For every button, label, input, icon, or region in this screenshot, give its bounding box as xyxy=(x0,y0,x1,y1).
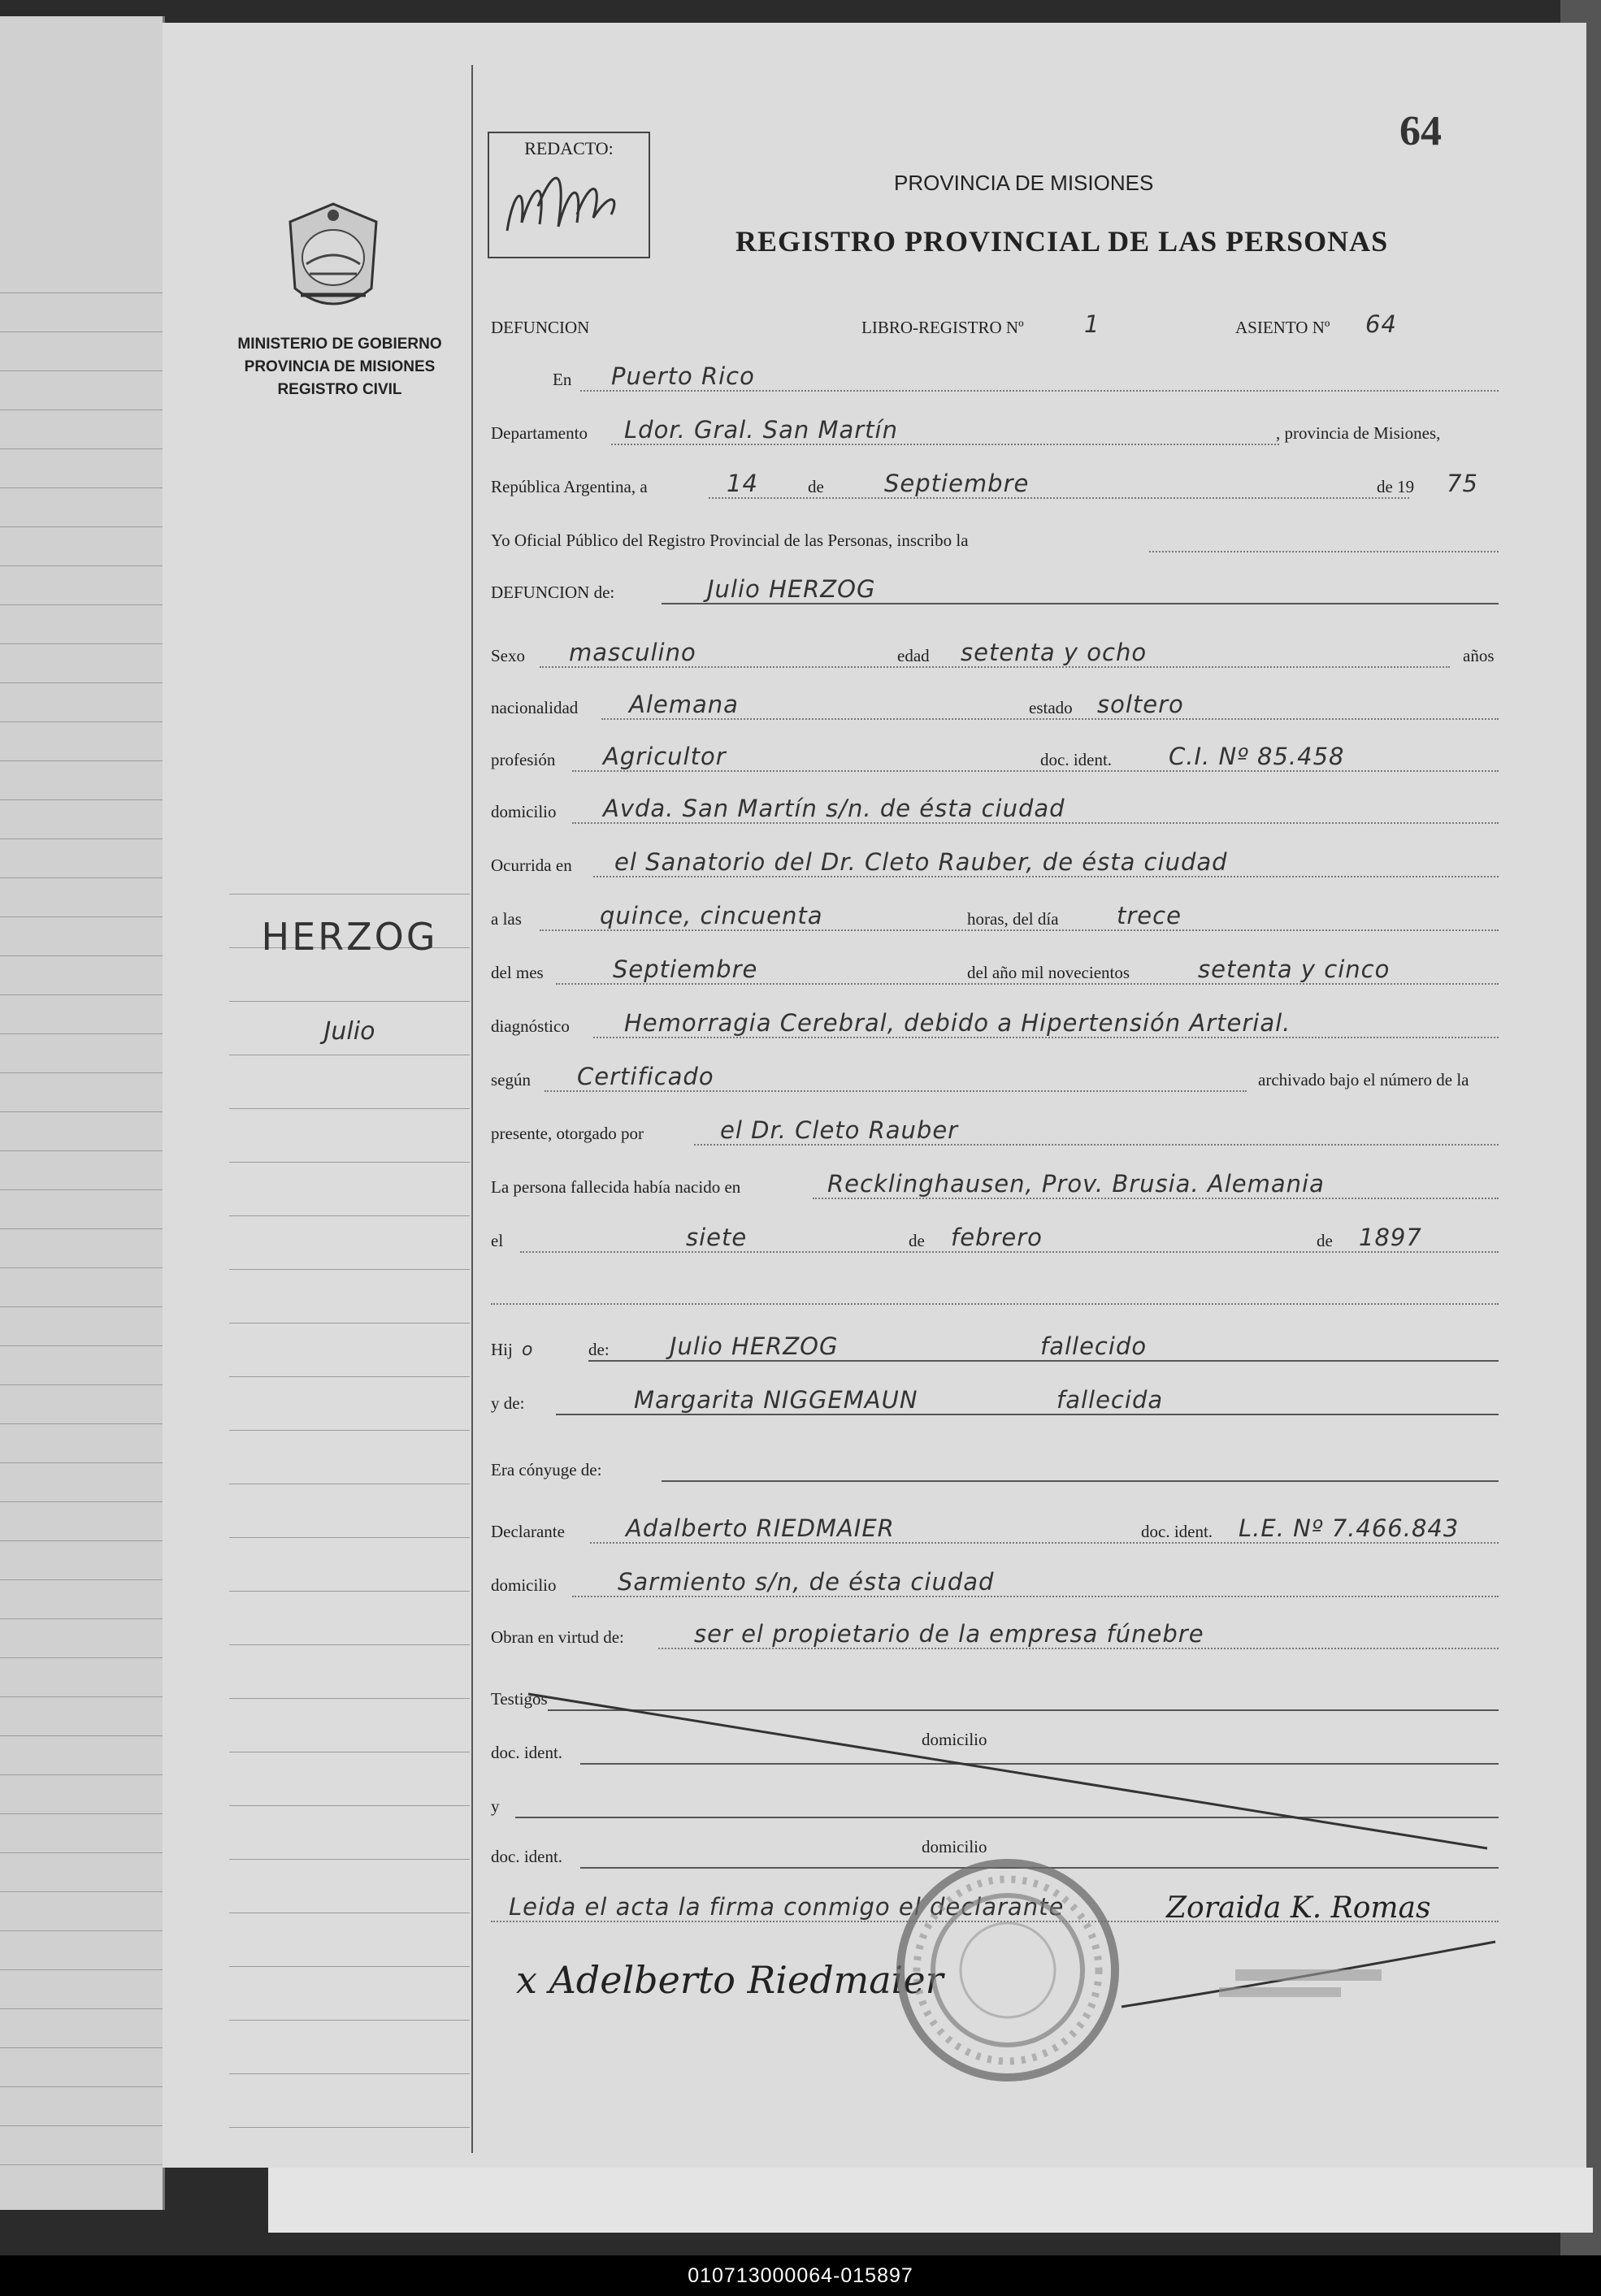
doc-ident-value: C.I. Nº 85.458 xyxy=(1169,743,1345,770)
departamento-label: Departamento xyxy=(491,423,588,443)
ledger-rule-line xyxy=(0,916,163,917)
margin-rule-line xyxy=(229,1430,470,1431)
ledger-rule-line xyxy=(0,1813,163,1814)
margin-rule-line xyxy=(229,1805,470,1806)
ledger-rule-line xyxy=(0,643,163,644)
declarante-signature: x Adelberto Riedmaier xyxy=(516,1958,944,2002)
line-conyuge xyxy=(491,1454,1499,1484)
ledger-rule-line xyxy=(0,1306,163,1307)
ledger-rule-line xyxy=(0,1072,163,1073)
decl-domicilio-label: domicilio xyxy=(491,1575,557,1595)
ministerio-line-2: PROVINCIA DE MISIONES xyxy=(244,358,436,375)
madre-status: fallecida xyxy=(1056,1386,1164,1414)
ledger-rule-line xyxy=(0,877,163,878)
ledger-rule-line xyxy=(0,409,163,410)
hijo-suffix: o xyxy=(522,1340,534,1360)
margin-rule-line xyxy=(229,1108,470,1109)
domicilio-label: domicilio xyxy=(491,802,557,821)
ledger-rule-line xyxy=(0,448,163,449)
ledger-rule-line xyxy=(0,994,163,995)
margin-rule-line xyxy=(229,1269,470,1270)
ledger-rule-line xyxy=(0,2125,163,2126)
margin-rule-line xyxy=(229,1591,470,1592)
oficial-signature-underline xyxy=(1113,1926,1520,2023)
line-republica xyxy=(491,471,1499,500)
margin-rule-line xyxy=(229,2127,470,2128)
underlying-page-edge xyxy=(268,2168,1593,2233)
ledger-rule-line xyxy=(0,565,163,566)
de-anio-label: de xyxy=(1317,1231,1333,1250)
redacto-label: REDACTO: xyxy=(524,138,614,158)
defuncion-de-label: DEFUNCION de: xyxy=(491,583,615,602)
del-mes-value: Septiembre xyxy=(613,955,758,983)
redacto-box xyxy=(488,132,650,258)
ledger-rule-line xyxy=(0,799,163,800)
ledger-rule-line xyxy=(0,526,163,527)
margin-rule-line xyxy=(229,1162,470,1163)
ledger-rule-line xyxy=(0,1189,163,1190)
de-feb-value: febrero xyxy=(951,1224,1043,1251)
ledger-rule-line xyxy=(0,2164,163,2165)
dia-value: 14 xyxy=(727,470,758,497)
profesion-label: profesión xyxy=(491,750,556,769)
libro-value: 1 xyxy=(1084,310,1100,338)
ocurrida-value: el Sanatorio del Dr. Cleto Rauber, de ésta ciudad xyxy=(614,848,1228,876)
ledger-rule-line xyxy=(0,1969,163,1970)
declarante-value: Adalberto RIEDMAIER xyxy=(626,1514,895,1542)
margin-rule-line xyxy=(229,894,470,895)
hijo-de-label: de: xyxy=(588,1340,610,1359)
estado-value: soltero xyxy=(1097,691,1184,718)
ledger-rule-line xyxy=(0,1267,163,1268)
line-domicilio xyxy=(491,796,1499,825)
ledger-rule-line xyxy=(0,1150,163,1151)
conyuge-label: Era cónyuge de: xyxy=(491,1460,602,1479)
edad-label: edad xyxy=(897,646,930,665)
a-las-value: quince, cincuenta xyxy=(600,902,823,929)
departamento-value: Ldor. Gral. San Martín xyxy=(624,416,898,444)
margin-rule-line xyxy=(229,2073,470,2074)
edad-value: setenta y ocho xyxy=(961,639,1148,666)
ledger-rule-line xyxy=(0,1228,163,1229)
ledger-rule-line xyxy=(0,682,163,683)
line-y-de xyxy=(491,1388,1499,1417)
nacido-value: Recklinghausen, Prov. Brusia. Alemania xyxy=(827,1170,1325,1198)
margin-rule-line xyxy=(229,1698,470,1699)
left-ledger-page xyxy=(0,16,165,2210)
testigos-cancel-stroke xyxy=(520,1686,1577,1865)
diagnostico-label: diagnóstico xyxy=(491,1016,570,1036)
margin-divider-line xyxy=(471,65,473,2153)
ledger-rule-line xyxy=(0,1501,163,1502)
margin-rule-line xyxy=(229,1644,470,1645)
ledger-rule-line xyxy=(0,331,163,332)
hijo-label: Hij xyxy=(491,1340,513,1359)
document-id-footer: 010713000064-015897 xyxy=(0,2255,1601,2296)
padre-status: fallecido xyxy=(1040,1332,1148,1360)
provincial-crest-icon xyxy=(280,199,386,321)
line-el xyxy=(491,1225,1499,1254)
ledger-rule-line xyxy=(0,955,163,956)
ocurrida-label: Ocurrida en xyxy=(491,856,572,875)
testigos-label: Testigos xyxy=(491,1689,548,1709)
ledger-rule-line xyxy=(0,1735,163,1736)
ledger-rule-line xyxy=(0,1423,163,1424)
ledger-rule-line xyxy=(0,760,163,761)
mes-value: Septiembre xyxy=(884,470,1030,497)
sexo-label: Sexo xyxy=(491,646,525,665)
ministerio-line-1: MINISTERIO DE GOBIERNO xyxy=(237,336,442,353)
margin-rule-line xyxy=(229,1215,470,1216)
line-declarante xyxy=(491,1516,1499,1545)
margin-rule-line xyxy=(229,1966,470,1967)
line-yo-oficial xyxy=(491,525,1499,554)
line-defuncion-de xyxy=(491,577,1499,606)
line-obran xyxy=(491,1622,1499,1651)
margin-rule-line xyxy=(229,1859,470,1860)
declarante-label: Declarante xyxy=(491,1522,565,1541)
ministerio-block xyxy=(218,333,462,401)
line-hijo xyxy=(491,1334,1499,1363)
profesion-value: Agricultor xyxy=(603,743,727,770)
diagnostico-value: Hemorragia Cerebral, debido a Hipertensión Arterial. xyxy=(624,1009,1291,1037)
line-diagnostico xyxy=(491,1011,1499,1040)
a-las-label: a las xyxy=(491,909,522,929)
ledger-rule-line xyxy=(0,2047,163,2048)
y-de-label: y de: xyxy=(491,1393,525,1413)
segun-value: Certificado xyxy=(577,1063,714,1090)
redacto-initials-signature xyxy=(489,133,649,257)
line-sexo xyxy=(491,640,1499,669)
ledger-rule-line xyxy=(0,1852,163,1853)
ledger-rule-line xyxy=(0,1657,163,1658)
de-anio-value: 1897 xyxy=(1359,1224,1422,1251)
de-label: de xyxy=(808,477,824,496)
defuncion-label: DEFUNCION xyxy=(491,318,590,337)
ledger-rule-line xyxy=(0,1618,163,1619)
dia-muerte-value: trece xyxy=(1117,902,1182,929)
anos-label: años xyxy=(1463,646,1495,665)
sexo-value: masculino xyxy=(569,639,696,666)
padre-value: Julio HERZOG xyxy=(670,1332,839,1360)
ledger-rule-line xyxy=(0,1540,163,1541)
obran-label: Obran en virtud de: xyxy=(491,1627,624,1647)
presente-value: el Dr. Cleto Rauber xyxy=(720,1116,959,1144)
ledger-rule-line xyxy=(0,838,163,839)
asiento-label: ASIENTO Nº xyxy=(1235,318,1330,337)
line-del-mes xyxy=(491,957,1499,986)
defuncion-de-value: Julio HERZOG xyxy=(707,575,876,603)
ledger-rule-line xyxy=(0,1891,163,1892)
line-decl-domicilio xyxy=(491,1570,1499,1599)
archivado-label: archivado bajo el número de la xyxy=(1258,1070,1469,1090)
line-defuncion-header xyxy=(491,312,1499,341)
ledger-rule-line xyxy=(0,604,163,605)
ledger-rule-line xyxy=(0,1033,163,1034)
province-heading: PROVINCIA DE MISIONES xyxy=(894,171,1154,195)
presente-label: presente, otorgado por xyxy=(491,1124,644,1143)
ledger-rule-line xyxy=(0,1930,163,1931)
ledger-rule-line xyxy=(0,2008,163,2009)
margin-rule-line xyxy=(229,2020,470,2021)
nacionalidad-value: Alemana xyxy=(629,691,739,718)
republica-label: República Argentina, a xyxy=(491,477,648,496)
line-segun xyxy=(491,1064,1499,1094)
en-label: En xyxy=(553,370,572,389)
en-value: Puerto Rico xyxy=(611,362,755,390)
ledger-rule-line xyxy=(0,370,163,371)
margin-rule-line xyxy=(229,1376,470,1377)
testigo2-domicilio-label: domicilio xyxy=(922,1837,987,1856)
el-value: siete xyxy=(686,1224,748,1251)
line-blank xyxy=(491,1277,1499,1306)
year-value: 75 xyxy=(1447,470,1478,497)
provincia-tail: , provincia de Misiones, xyxy=(1276,423,1441,443)
del-mes-label: del mes xyxy=(491,963,544,982)
margin-first-name: Julio xyxy=(323,1017,375,1046)
margin-surname: HERZOG xyxy=(261,915,438,959)
obran-value: ser el propietario de la empresa fúnebre xyxy=(694,1620,1204,1648)
line-a-las xyxy=(491,903,1499,933)
leida-text: Leida el acta la firma conmigo el declarante xyxy=(509,1893,1065,1921)
ledger-rule-line xyxy=(0,1462,163,1463)
ministerio-line-3: REGISTRO CIVIL xyxy=(277,381,402,398)
nacionalidad-label: nacionalidad xyxy=(491,698,579,717)
line-profesion xyxy=(491,744,1499,773)
line-presente xyxy=(491,1118,1499,1147)
margin-rule-line xyxy=(229,1537,470,1538)
de-feb-label: de xyxy=(909,1231,925,1250)
ledger-rule-line xyxy=(0,1111,163,1112)
ledger-rule-line xyxy=(0,292,163,293)
ledger-rule-line xyxy=(0,721,163,722)
yo-oficial-text: Yo Oficial Público del Registro Provincial de las Personas, inscribo la xyxy=(491,531,969,550)
testigo1-domicilio-label: domicilio xyxy=(922,1730,987,1749)
ledger-rule-line xyxy=(0,1579,163,1580)
libro-label: LIBRO-REGISTRO Nº xyxy=(861,318,1024,337)
estado-label: estado xyxy=(1029,698,1073,717)
official-seal-stamp xyxy=(886,1848,1130,2092)
y-label: y xyxy=(491,1796,500,1816)
domicilio-value: Avda. San Martín s/n. de ésta ciudad xyxy=(603,795,1065,822)
ledger-rule-line xyxy=(0,1696,163,1697)
asiento-value: 64 xyxy=(1365,310,1397,338)
ledger-rule-line xyxy=(0,1384,163,1385)
ledger-rule-line xyxy=(0,2086,163,2087)
decl-domicilio-value: Sarmiento s/n, de ésta ciudad xyxy=(618,1568,995,1596)
madre-value: Margarita NIGGEMAUN xyxy=(634,1386,918,1414)
testigo1-doc-label: doc. ident. xyxy=(491,1743,563,1762)
page-number: 64 xyxy=(1399,108,1442,154)
line-departamento xyxy=(491,418,1499,447)
de-year-label: de 19 xyxy=(1377,477,1415,496)
ano-mil-label: del año mil novecientos xyxy=(967,963,1130,982)
ledger-rule-line xyxy=(0,487,163,488)
line-ocurrida xyxy=(491,850,1499,879)
decl-doc-label: doc. ident. xyxy=(1141,1522,1213,1541)
margin-rule-line xyxy=(229,1001,470,1002)
ano-mil-value: setenta y cinco xyxy=(1198,955,1391,983)
nacido-label: La persona fallecida había nacido en xyxy=(491,1177,741,1197)
ledger-rule-line xyxy=(0,1774,163,1775)
testigo2-doc-label: doc. ident. xyxy=(491,1847,563,1866)
decl-doc-value: L.E. Nº 7.466.843 xyxy=(1239,1514,1460,1542)
ledger-rule-line xyxy=(0,1345,163,1346)
doc-ident-label: doc. ident. xyxy=(1040,750,1113,769)
line-en xyxy=(491,364,1499,393)
horas-label: horas, del día xyxy=(967,909,1059,929)
oficial-signature: Zoraida K. Romas xyxy=(1166,1891,1431,1925)
line-nacionalidad xyxy=(491,692,1499,721)
el-label: el xyxy=(491,1231,504,1250)
line-nacido xyxy=(491,1172,1499,1201)
segun-label: según xyxy=(491,1070,531,1090)
registry-heading: REGISTRO PROVINCIAL DE LAS PERSONAS xyxy=(735,225,1389,258)
